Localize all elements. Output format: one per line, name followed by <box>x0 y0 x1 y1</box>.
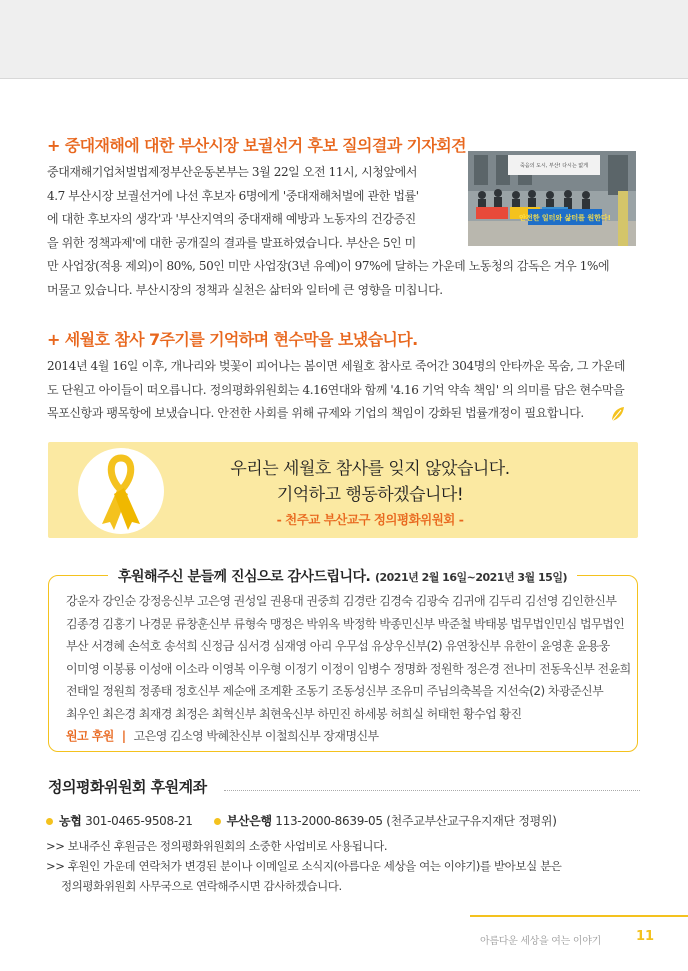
photo-sign-text: 안전한 일터와 삶터를 원한다! <box>519 214 611 222</box>
donor-list <box>66 590 631 748</box>
bullet-dot-icon <box>214 818 221 825</box>
ribbon-badge <box>78 448 164 534</box>
donor-line: 이미영 이봉룡 이성애 이소라 이영복 이우형 이정기 이정이 임병수 정명화 정원학 정은경 전나미 전동욱신부 전윤희 <box>66 661 631 676</box>
yellow-ribbon-icon <box>78 448 164 534</box>
section2-heading: + 세월호 참사 7주기를 기억하며 현수막을 보냈습니다. <box>47 330 418 349</box>
bank2-number: 113-2000-8639-05 (천주교부산교구유지재단 정평위) <box>275 814 557 828</box>
donor-line: 강운자 강인순 강정응신부 고은영 권성일 권용대 권중희 김경란 김경숙 김광숙 김귀애 김두리 김선영 김인한신부 <box>66 594 617 608</box>
account-divider <box>224 790 640 791</box>
bank2-name: 부산은행 <box>226 814 272 828</box>
account-numbers <box>46 812 557 829</box>
section1-line: 에 대한 후보자의 생각'과 '부산지역의 중대재해 예방과 노동자의 건강증진 <box>47 212 416 226</box>
section2-line: 도 단원고 아이들이 떠오릅니다. 정의평화위원회는 4.16연대와 함께 '4.16 기억 약속 책임' 의 의미를 담은 현수막을 <box>47 382 625 397</box>
section2-paragraph <box>47 355 625 426</box>
section1-line: 을 위한 정책과제'에 대한 공개질의 결과를 발표하였습니다. 부산은 5인 미 <box>47 235 416 250</box>
section2-line: 2014년 4월 16일 이후, 개나리와 벚꽃이 피어나는 봄이면 세월호 참사로 죽어간 304명의 안타까운 목숨, 그 가운데 <box>47 359 626 373</box>
banner-line1: 우리는 세월호 참사를 잊지 않았습니다. <box>230 459 510 479</box>
wonko-line <box>66 725 631 748</box>
section1-line: 머물고 있습니다. 부산시장의 정책과 실천은 삶터와 일터에 큰 영향을 미칩니다. <box>47 282 443 297</box>
footer-title: 아름다운 세상을 여는 이야기 <box>480 936 601 947</box>
donor-line: 최우인 최은경 최재경 최정은 최혁신부 최현욱신부 하민진 하세봉 허희실 허태헌 황수업 황진 <box>66 706 522 721</box>
section1-line: 만 사업장(적용 제외)이 80%, 50인 미만 사업장(3년 유예)이 97%에 달하는 가운데 노동청의 감독은 겨우 1%에 <box>47 259 610 273</box>
section1-line: 4.7 부산시장 보궐선거에 나선 후보자 6명에게 '중대재해처벌에 관한 법률' <box>47 188 419 203</box>
wonko-separator: | <box>121 729 126 743</box>
press-conference-photo <box>468 151 636 246</box>
section1-line: 중대재해기업처벌법제정부산운동본부는 3월 22일 오전 11시, 시청앞에서 <box>47 165 418 179</box>
donor-line: 전태일 정원희 정종태 정호신부 제순애 조계환 조동기 조동성신부 조유미 주님의축복을 지선숙(2) 차광준신부 <box>66 684 604 698</box>
bullet-dot-icon <box>46 818 53 825</box>
page-number: 11 <box>636 929 655 944</box>
account-title: 정의평화위원회 후원계좌 <box>48 778 207 796</box>
note-line: >> 보내주신 후원금은 정의평화위원회의 소중한 사업비로 사용됩니다. <box>46 839 388 853</box>
wonko-names: 고은영 김소영 박혜찬신부 이철희신부 장재명신부 <box>133 729 379 743</box>
top-band <box>0 0 688 78</box>
leaf-icon <box>608 405 626 423</box>
donor-period: (2021년 2월 16일~2021년 3월 15일) <box>374 571 567 584</box>
section2-line: 목포신항과 팽목항에 보냈습니다. 안전한 사회를 위해 규제와 기업의 책임이 강화된 법률개정이 필요합니다. <box>47 406 584 420</box>
section1-heading: + 중대재해에 대한 부산시장 보궐선거 후보 질의결과 기자회견 <box>47 136 466 155</box>
bank1-name: 농협 <box>59 814 82 828</box>
footer-rule <box>470 915 688 917</box>
banner-signature: - 천주교 부산교구 정의평화위원회 - <box>276 512 464 527</box>
photo-banner-text: 죽음의 도시, 부산! 다시는 없게 <box>520 163 588 169</box>
note-line: >> 후원인 가운데 연락처가 변경된 분이나 이메일로 소식지(아름다운 세상을 여는 이야기)를 받아보실 분은 <box>46 859 562 873</box>
donor-line: 부산 서경혜 손석호 송석희 신정금 심서경 심재영 아리 우무섭 유상우신부(2) 유연창신부 유한이 윤영훈 윤용웅 <box>66 639 610 653</box>
donor-title-main: 후원해주신 분들께 진심으로 감사드립니다. <box>118 569 371 585</box>
banner-line2: 기억하고 행동하겠습니다! <box>276 485 464 505</box>
donor-title <box>108 566 577 586</box>
top-divider <box>0 78 688 79</box>
wonko-label: 원고 후원 <box>66 729 114 743</box>
note-line: 정의평화위원회 사무국으로 연락해주시면 감사하겠습니다. <box>61 879 342 893</box>
account-notes <box>46 836 562 896</box>
bank1-number: 301-0465-9508-21 <box>85 814 193 828</box>
donor-line: 김종경 김홍기 나경문 류창훈신부 류형숙 맹정은 박위옥 박정학 박종민신부 박준철 박태봉 법무법인민심 법무법인 <box>66 616 625 631</box>
